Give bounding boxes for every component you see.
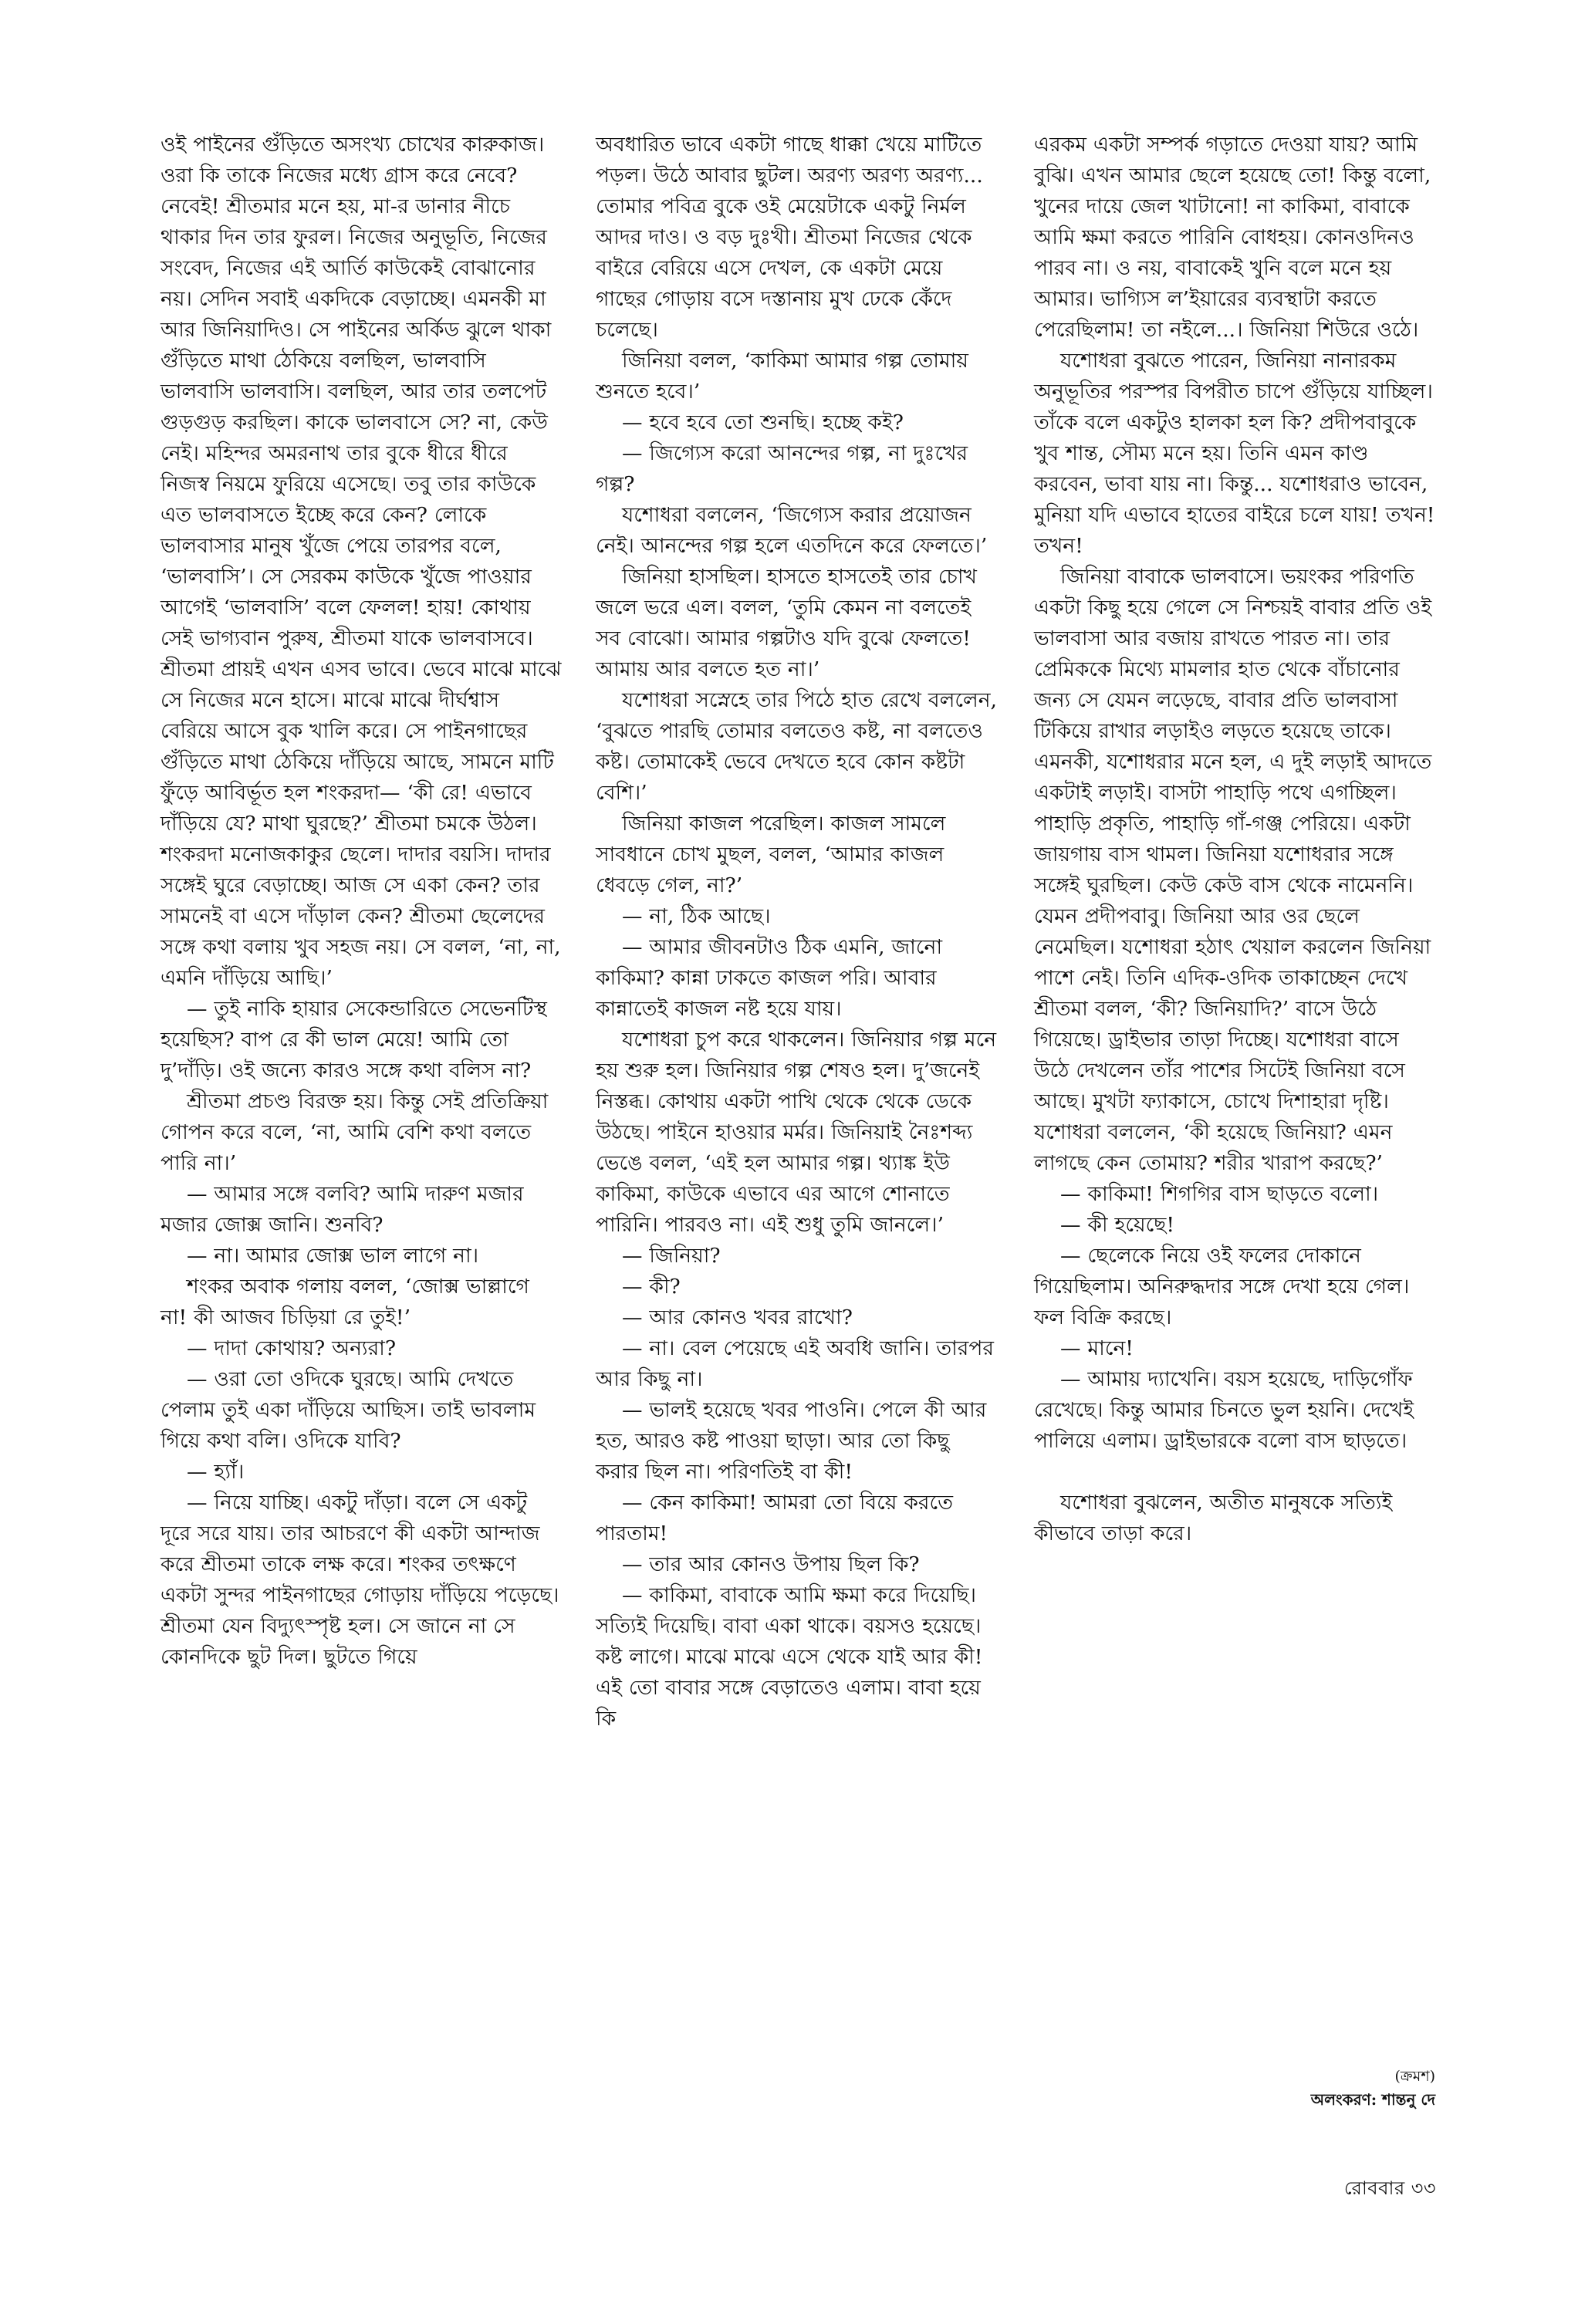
text-paragraph: অবধারিত ভাবে একটা গাছে ধাক্কা খেয়ে মাটিতে পড়ল। উঠে আবার ছুটল। অরণ্য অরণ্য অরণ্য... তোমার পবিত্র বুকে ওই মেয়েটাকে একটু নির্মল আদর দাও। ও বড় দুঃখী। শ্রীতমা নিজের থেকে বাইরে বেরিয়ে এসে দেখল, কে একটা মেয়ে গাছের গোড়ায় বসে দস্তানায় মুখ ঢেকে কেঁদে চলেছে। (596, 133, 983, 342)
page-footer: রোববার ৩৩ (1343, 2177, 1436, 2199)
text-paragraph: ওই পাইনের গুঁড়িতে অসংখ্য চোখের কারুকাজ। ওরা কি তাকে নিজের মধ্যে গ্রাস করে নেবে? নেবেই! শ্রীতমার মনে হয়, মা-র ডানার নীচে থাকার দিন তার ফুরল। নিজের অনুভূতি, নিজের সংবেদ, নিজের এই আর্তি কাউকেই বোঝানোর নয়। সেদিন সবাই একদিকে বেড়াচ্ছে। এমনকী মা আর জিনিয়াদিও। সে পাইনের অর্কিড ঝুলে থাকা গুঁড়িতে মাথা ঠেকিয়ে বলছিল, ভালবাসি ভালবাসি ভালবাসি। বলছিল, আর তার তলপেট গুড়গুড় করছিল। কাকে ভালবাসে সে? না, কেউ নেই। মহিন্দর অমরনাথ তার বুকে ধীরে ধীরে নিজস্ব নিয়মে ফুরিয়ে এসেছে। তবু তার কাউকে এত ভালবাসতে ইচ্ছে করে কেন? লোকে ভালবাসার মানুষ খুঁজে পেয়ে তারপর বলে, ‘ভালবাসি’। সে সেরকম কাউকে খুঁজে পাওয়ার আগেই ‘ভালবাসি’ বলে ফেলল! হায়! কোথায় সেই ভাগ্যবান পুরুষ, শ্রীতমা যাকে ভালবাসবে। শ্রীতমা প্রায়ই এখন এসব ভাবে। ভেবে মাঝে মাঝে সে নিজের মনে হাসে। মাঝে মাঝে দীর্ঘশ্বাস বেরিয়ে আসে বুক খালি করে। সে পাইনগাছের গুঁড়িতে মাথা ঠেকিয়ে দাঁড়িয়ে আছে, সামনে মাটি ফুঁড়ে আবির্ভূত হল শংকরদা— ‘কী রে! এভাবে দাঁড়িয়ে যে? মাথা ঘুরছে?’ শ্রীতমা চমকে উঠল। শংকরদা মনোজকাকুর ছেলে। দাদার বয়সি। দাদার সঙ্গেই ঘুরে বেড়াচ্ছে। আজ সে একা কেন? তার সামনেই বা এসে দাঁড়াল কেন? শ্রীতমা ছেলেদের সঙ্গে কথা বলায় খুব সহজ নয়। সে বলল, ‘না, না, এমনি দাঁড়িয়ে আছি।’ (161, 133, 562, 990)
dialogue-paragraph: — দাদা কোথায়? অন্যরা? (187, 1336, 397, 1360)
dialogue-paragraph: — না, ঠিক আছে। (622, 904, 771, 928)
text-paragraph: যশোধরা সস্নেহে তার পিঠে হাত রেখে বললেন, ‘বুঝতে পারছি তোমার বলতেও কষ্ট, না বলতেও কষ্ট। তোমাকেই ভেবে দেখতে হবে কোন কষ্টটা বেশি।’ (596, 688, 997, 805)
dialogue-paragraph: — কাকিমা! শিগগির বাস ছাড়তে বলো। (1060, 1182, 1379, 1206)
dialogue-paragraph: — ছেলেকে নিয়ে ওই ফলের দোকানে গিয়েছিলাম। অনিরুদ্ধদার সঙ্গে দেখা হয়ে গেল। ফল বিক্রি করছে। (1034, 1244, 1410, 1329)
dialogue-paragraph: — না। আমার জোক্স ভাল লাগে না। (187, 1244, 479, 1268)
dialogue-paragraph: — হ্যাঁ। (187, 1460, 245, 1484)
text-paragraph: জিনিয়া বাবাকে ভালবাসে। ভয়ংকর পরিণতি একটা কিছু হয়ে গেলে সে নিশ্চয়ই বাবার প্রতি ওই ভালবাসা আর বজায় রাখতে পারত না। তার প্রেমিককে মিথ্যে মামলার হাত থেকে বাঁচানোর জন্য সে যেমন লড়েছে, বাবার প্রতি ভালবাসা টিকিয়ে রাখার লড়াইও লড়তে হয়েছে তাকে। এমনকী, যশোধরার মনে হল, এ দুই লড়াই আদতে একটাই লড়াই। বাসটা পাহাড়ি পথে এগচ্ছিল। পাহাড়ি প্রকৃতি, পাহাড়ি গাঁ-গঞ্জ পেরিয়ে। একটা জায়গায় বাস থামল। জিনিয়া যশোধরার সঙ্গে সঙ্গেই ঘুরছিল। কেউ কেউ বাস থেকে নামেননি। যেমন প্রদীপবাবু। জিনিয়া আর ওর ছেলে নেমেছিল। যশোধরা হঠাৎ খেয়াল করলেন জিনিয়া পাশে নেই। তিনি এদিক-ওদিক তাকাচ্ছেন দেখে শ্রীতমা বলল, ‘কী? জিনিয়াদি?’ বাসে উঠে গিয়েছে। ড্রাইভার তাড়া দিচ্ছে। যশোধরা বাসে উঠে দেখলেন তাঁর পাশের সিটেই জিনিয়া বসে আছে। মুখটা ফ্যাকাসে, চোখে দিশাহারা দৃষ্টি। যশোধরা বললেন, ‘কী হয়েছে জিনিয়া? এমন লাগছে কেন তোমায়? শরীর খারাপ করছে?’ (1034, 565, 1432, 1175)
article-column-2 (596, 130, 997, 1735)
dialogue-paragraph: — ভালই হয়েছে খবর পাওনি। পেলে কী আর হত, আরও কষ্ট পাওয়া ছাড়া। আর তো কিছু করার ছিল না। পরিণতিই বা কী! (596, 1398, 987, 1484)
text-paragraph: যশোধরা চুপ করে থাকলেন। জিনিয়ার গল্প মনে হয় শুরু হল। জিনিয়ার গল্প শেষও হল। দু’জনেই নিস্তব্ধ। কোথায় একটা পাখি থেকে থেকে ডেকে উঠছে। পাইনে হাওয়ার মর্মর। জিনিয়াই নৈঃশব্দ্য ভেঙে বলল, ‘এই হল আমার গল্প। থ্যাঙ্ক ইউ কাকিমা, কাউকে এভাবে এর আগে শোনাতে পারিনি। পারবও না। এই শুধু তুমি জানলে।’ (596, 1028, 997, 1237)
text-paragraph: এরকম একটা সম্পর্ক গড়াতে দেওয়া যায়? আমি বুঝি। এখন আমার ছেলে হয়েছে তো! কিন্তু বলো, খুনের দায়ে জেল খাটানো! না কাকিমা, বাবাকে আমি ক্ষমা করতে পারিনি বোধহয়। কোনওদিনও পারব না। ও নয়, বাবাকেই খুনি বলে মনে হয় আমার। ভাগ্যিস ল’ইয়ারের ব্যবস্থাটা করতে পেরেছিলাম! তা নইলে...। জিনিয়া শিউরে ওঠে। (1034, 133, 1431, 342)
dialogue-paragraph: — কাকিমা, বাবাকে আমি ক্ষমা করে দিয়েছি। সত্যিই দিয়েছি। বাবা একা থাকে। বয়সও হয়েছে। কষ্ট লাগে। মাঝে মাঝে এসে থেকে যাই আর কী! এই তো বাবার সঙ্গে বেড়াতেও এলাম। বাবা হয়ে কি (596, 1583, 983, 1731)
dialogue-paragraph: — নিয়ে যাচ্ছি। একটু দাঁড়া। বলে সে একটু দূরে সরে যায়। তার আচরণে কী একটা আন্দাজ করে শ্রীতমা তাকে লক্ষ করে। শংকর তৎক্ষণে একটা সুন্দর পাইনগাছের গোড়ায় দাঁড়িয়ে পড়েছে। শ্রীতমা যেন বিদ্যুৎস্পৃষ্ট হল। সে জানে না সে কোনদিকে ছুট দিল। ছুটতে গিয়ে (161, 1491, 559, 1669)
dialogue-paragraph: — হবে হবে তো শুনছি। হচ্ছে কই? (622, 410, 904, 434)
text-paragraph: শ্রীতমা প্রচণ্ড বিরক্ত হয়। কিন্তু সেই প্রতিক্রিয়া গোপন করে বলে, ‘না, আমি বেশি কথা বলতে পারি না।’ (161, 1089, 549, 1175)
dialogue-paragraph: — তুই নাকি হায়ার সেকেন্ডারিতে সেভেনটিস্থ হয়েছিস? বাপ রে কী ভাল মেয়ে! আমি তো দু’দাঁড়ি। ওই জন্যে কারও সঙ্গে কথা বলিস না? (161, 997, 547, 1083)
dialogue-paragraph: — ওরা তো ওদিকে ঘুরছে। আমি দেখতে পেলাম তুই একা দাঁড়িয়ে আছিস। তাই ভাবলাম গিয়ে কথা বলি। ওদিকে যাবি? (161, 1367, 536, 1453)
dialogue-paragraph: — আমার সঙ্গে বলবি? আমি দারুণ মজার মজার জোক্স জানি। শুনবি? (161, 1182, 524, 1237)
continued-note: (ক্রমশ) (1394, 2068, 1435, 2085)
article-column-1 (161, 130, 562, 1673)
credits-block (1034, 2065, 1435, 2111)
dialogue-paragraph: — তার আর কোনও উপায় ছিল কি? (622, 1552, 920, 1576)
text-paragraph: জিনিয়া কাজল পরেছিল। কাজল সামলে সাবধানে চোখ মুছল, বলল, ‘আমার কাজল ধেবড়ে গেল, না?’ (596, 812, 946, 897)
article-column-3 (1034, 130, 1435, 1549)
text-paragraph: যশোধরা বুঝলেন, অতীত মানুষকে সত্যিই কীভাবে তাড়া করে। (1034, 1491, 1393, 1545)
text-paragraph: জিনিয়া হাসছিল। হাসতে হাসতেই তার চোখ জলে ভরে এল। বলল, ‘তুমি কেমন না বলতেই সব বোঝো। আমার গল্পটাও যদি বুঝে ফেলতে! আমায় আর বলতে হত না।’ (596, 565, 977, 681)
dialogue-paragraph: — কী হয়েছে! (1060, 1213, 1175, 1237)
illustration-credit: অলংকরণ: শান্তনু দে (1310, 2090, 1435, 2109)
text-paragraph: যশোধরা বললেন, ‘জিগ্যেস করার প্রয়োজন নেই। আনন্দের গল্প হলে এতদিনে করে ফেলতে।’ (596, 503, 988, 558)
text-paragraph: জিনিয়া বলল, ‘কাকিমা আমার গল্প তোমায় শুনতে হবে।’ (596, 349, 968, 404)
dialogue-paragraph: — মানে! (1060, 1336, 1134, 1360)
dialogue-paragraph: — জিনিয়া? (622, 1244, 721, 1268)
dialogue-paragraph: — আর কোনও খবর রাখো? (622, 1306, 853, 1329)
dialogue-paragraph: — আমায় দ্যাখেনি। বয়স হয়েছে, দাড়িগোঁফ রেখেছে। কিন্তু আমার চিনতে ভুল হয়নি। দেখেই পালিয়ে এলাম। ড্রাইভারকে বলো বাস ছাড়তে। (1034, 1367, 1414, 1453)
text-paragraph: শংকর অবাক গলায় বলল, ‘জোক্স ভাল্লাগে না! কী আজব চিড়িয়া রে তুই!’ (161, 1275, 529, 1329)
dialogue-paragraph: — না। বেল পেয়েছে এই অবধি জানি। তারপর আর কিছু না। (596, 1336, 994, 1391)
dialogue-paragraph: — আমার জীবনটাও ঠিক এমনি, জানো কাকিমা? কান্না ঢাকতে কাজল পরি। আবার কান্নাতেই কাজল নষ্ট হয়ে যায়। (596, 935, 943, 1021)
dialogue-paragraph: — জিগ্যেস করো আনন্দের গল্প, না দুঃখের গল্প? (596, 441, 968, 496)
dialogue-paragraph: — কেন কাকিমা! আমরা তো বিয়ে করতে পারতাম! (596, 1491, 953, 1545)
dialogue-paragraph: — কী? (622, 1275, 681, 1299)
text-paragraph: যশোধরা বুঝতে পারেন, জিনিয়া নানারকম অনুভূতির পরস্পর বিপরীত চাপে গুঁড়িয়ে যাচ্ছিল। তাঁকে বলে একটুও হালকা হল কি? প্রদীপবাবুকে খুব শান্ত, সৌম্য মনে হয়। তিনি এমন কাণ্ড করবেন, ভাবা যায় না। কিন্তু... যশোধরাও ভাবেন, মুনিয়া যদি এভাবে হাতের বাইরে চলে যায়! তখন! তখন! (1034, 349, 1435, 558)
